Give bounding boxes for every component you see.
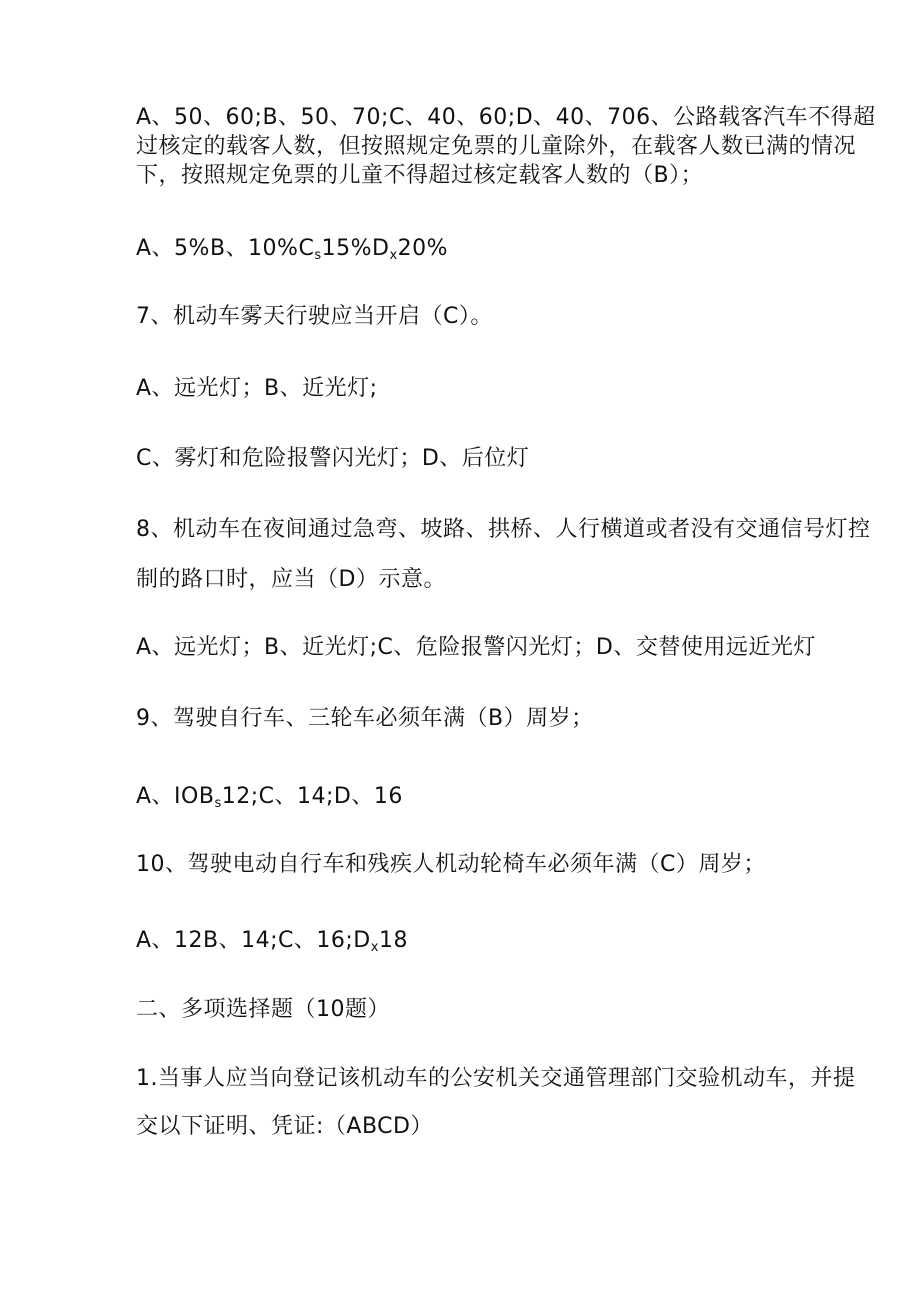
q8-question-line-2: 制的路口时，应当（D）示意。 <box>136 567 446 592</box>
q7-options-line-2: C、雾灯和危险报警闪光灯；D、后位灯 <box>136 446 530 471</box>
q6-continuation-line-1: A、50、60;B、50、70;C、40、60;D、40、706、公路载客汽车不得超 <box>136 105 876 130</box>
q6-options-part-3: 20% <box>397 236 449 261</box>
section-2-heading: 二、多项选择题（10题） <box>136 997 390 1022</box>
q10-options-part-1: A、12B、14;C、16;D <box>136 928 371 953</box>
q10-options-part-2: 18 <box>378 928 408 953</box>
q9-options-part-1: A、IOB <box>136 784 215 809</box>
q6-options-part-2: 15%D <box>321 236 390 261</box>
q6-options-subscript-2: x <box>389 248 398 263</box>
q6-options-subscript-1: s <box>314 248 322 263</box>
mq1-question-line-2: 交以下证明、凭证:（ABCD） <box>136 1114 433 1139</box>
q7-question: 7、机动车雾天行驶应当开启（C）。 <box>136 304 493 329</box>
q10-question: 10、驾驶电动自行车和残疾人机动轮椅车必须年满（C）周岁； <box>136 852 766 877</box>
q10-options <box>136 924 408 965</box>
q10-options-subscript-1: x <box>370 940 379 955</box>
q6-options <box>136 232 448 273</box>
q9-options-part-2: 12;C、14;D、16 <box>221 784 403 809</box>
q8-options: A、远光灯；B、近光灯;C、危险报警闪光灯；D、交替使用远近光灯 <box>136 635 816 660</box>
q9-question: 9、驾驶自行车、三轮车必须年满（B）周岁； <box>136 706 594 731</box>
mq1-question-line-1: 1.当事人应当向登记该机动车的公安机关交通管理部门交验机动车，并提 <box>136 1066 856 1091</box>
q9-options <box>136 780 403 821</box>
q9-options-subscript-1: s <box>214 796 222 811</box>
q6-options-part-1: A、5%B、10%C <box>136 236 315 261</box>
q8-question-line-1: 8、机动车在夜间通过急弯、坡路、拱桥、人行横道或者没有交通信号灯控 <box>136 517 871 542</box>
q7-options-line-1: A、远光灯；B、近光灯; <box>136 376 378 401</box>
q6-continuation-line-2: 过核定的载客人数，但按照规定免票的儿童除外，在载客人数已满的情况 <box>136 134 857 159</box>
q6-continuation-line-3: 下，按照规定免票的儿童不得超过核定载客人数的（B）； <box>136 163 704 188</box>
